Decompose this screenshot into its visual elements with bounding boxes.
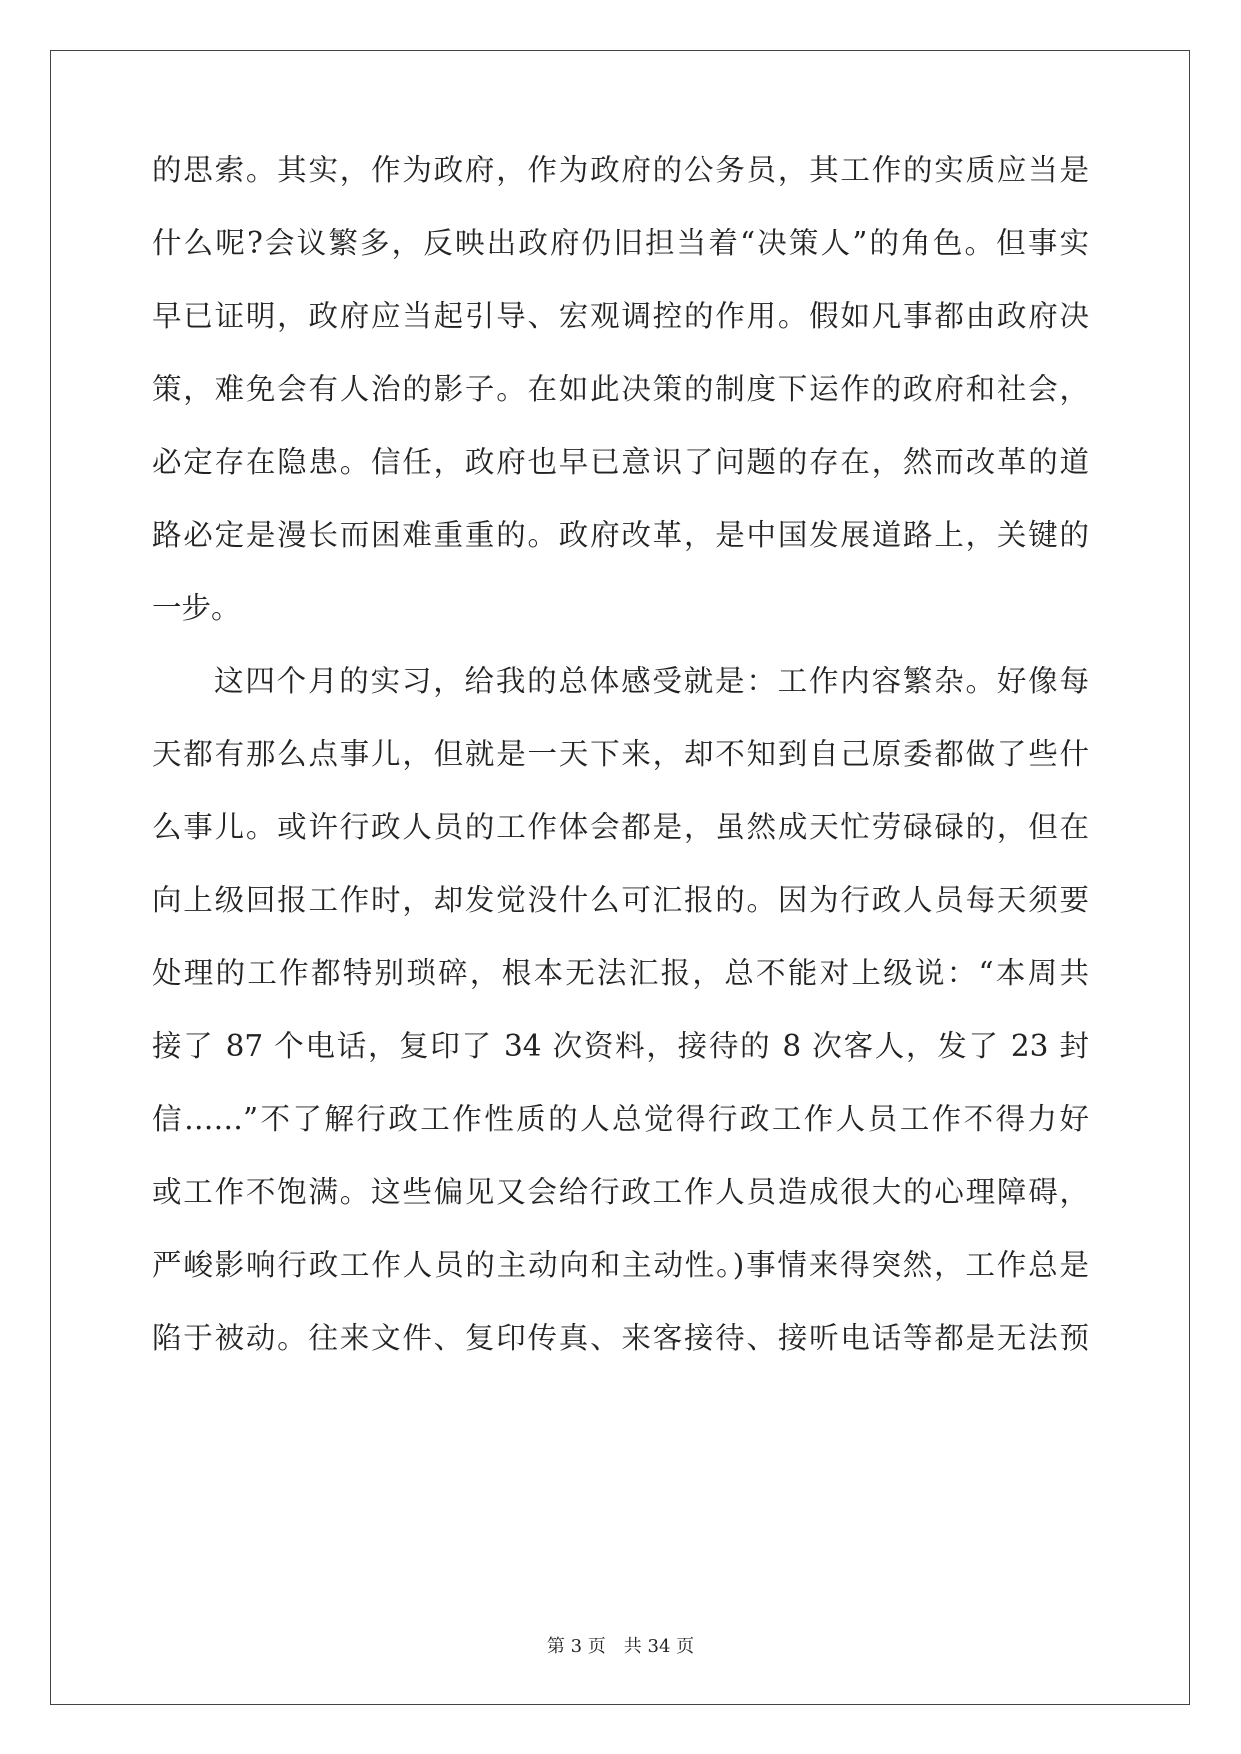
text-line: 必定存在隐患。信任，政府也早已意识了问题的存在，然而改革的道 xyxy=(152,445,1089,479)
text-line: 策，难免会有人治的影子。在如此决策的制度下运作的政府和社会， xyxy=(152,372,1089,406)
text-line: 天都有那么点事儿，但就是一天下来，却不知到自己原委都做了些什 xyxy=(152,737,1089,771)
text-line: 么事儿。或许行政人员的工作体会都是，虽然成天忙劳碌碌的，但在 xyxy=(152,810,1089,844)
paragraph-first-line: 这四个月的实习，给我的总体感受就是：工作内容繁杂。好像每 xyxy=(214,664,1089,698)
text-line: 处理的工作都特别琐碎，根本无法汇报，总不能对上级说：“本周共 xyxy=(152,956,1089,990)
text-line: 什么呢?会议繁多，反映出政府仍旧担当着“决策人”的角色。但事实 xyxy=(152,226,1089,260)
text-line: 一步。 xyxy=(152,591,241,625)
text-line: 路必定是漫长而困难重重的。政府改革，是中国发展道路上，关键的 xyxy=(152,518,1089,552)
text-line: 接了 87 个电话，复印了 34 次资料，接待的 8 次客人，发了 23 封 xyxy=(152,1029,1089,1063)
text-line: 向上级回报工作时，却发觉没什么可汇报的。因为行政人员每天须要 xyxy=(152,883,1089,917)
page-number-footer: 第 3 页 共 34 页 xyxy=(546,1636,695,1657)
text-line: 信……”不了解行政工作性质的人总觉得行政工作人员工作不得力好 xyxy=(152,1102,1089,1136)
text-line: 早已证明，政府应当起引导、宏观调控的作用。假如凡事都由政府决 xyxy=(152,299,1089,333)
text-line: 或工作不饱满。这些偏见又会给行政工作人员造成很大的心理障碍， xyxy=(152,1175,1089,1209)
text-line: 陷于被动。往来文件、复印传真、来客接待、接听电话等都是无法预 xyxy=(152,1321,1089,1355)
text-line: 的思索。其实，作为政府，作为政府的公务员，其工作的实质应当是 xyxy=(152,153,1089,187)
text-line: 严峻影响行政工作人员的主动向和主动性。)事情来得突然，工作总是 xyxy=(152,1248,1089,1282)
